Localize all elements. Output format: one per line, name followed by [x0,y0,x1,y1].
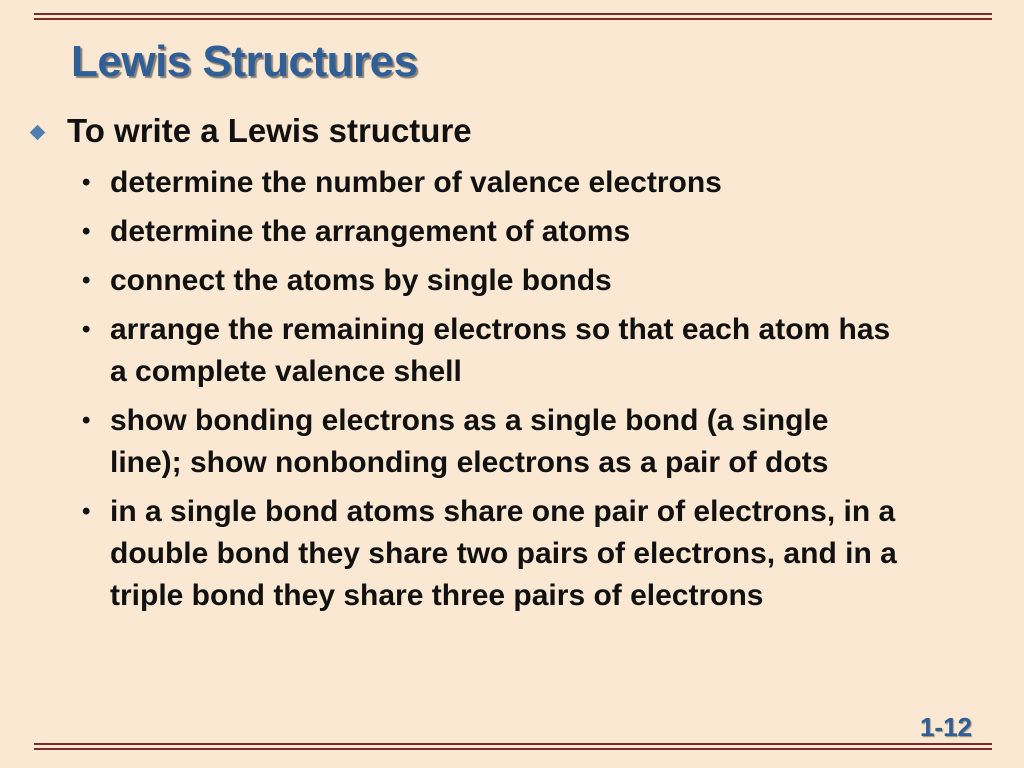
top-rule [34,13,992,21]
dot-bullet-icon: • [82,267,91,294]
page-number: 1-12 [919,712,972,742]
dot-bullet-icon: • [82,316,91,343]
sub-bullet-item [76,260,1024,302]
dot-bullet-icon: • [82,218,91,245]
sub-bullet-text: arrange the remaining electrons so that each atom has [110,313,891,346]
sub-bullet-list [76,162,1024,624]
slide-title: Lewis Structures [71,37,418,86]
main-bullet-text: To write a Lewis structure [67,112,472,149]
sub-bullet-text: in a single bond atoms share one pair of electrons, in a [110,495,896,528]
sub-bullet-text: a complete valence shell [110,355,462,388]
main-bullet [28,112,472,150]
sub-bullet-item [76,491,1024,617]
sub-bullet-text: show bonding electrons as a single bond (a single [110,404,829,437]
sub-bullet-text: determine the arrangement of atoms [110,215,631,248]
sub-bullet-text: double bond they share two pairs of electrons, and in a [110,537,897,570]
sub-bullet-item [76,162,1024,204]
sub-bullet-text: connect the atoms by single bonds [110,264,612,297]
bottom-rule [34,743,992,751]
sub-bullet-text: triple bond they share three pairs of electrons [110,579,764,612]
sub-bullet-text: line); show nonbonding electrons as a pair of dots [110,446,829,479]
diamond-bullet-icon [30,124,46,140]
sub-bullet-text: determine the number of valence electrons [110,166,722,199]
sub-bullet-item [76,211,1024,253]
sub-bullet-item [76,400,1024,484]
dot-bullet-icon: • [82,498,91,525]
sub-bullet-item [76,309,1024,393]
dot-bullet-icon: • [82,169,91,196]
dot-bullet-icon: • [82,407,91,434]
